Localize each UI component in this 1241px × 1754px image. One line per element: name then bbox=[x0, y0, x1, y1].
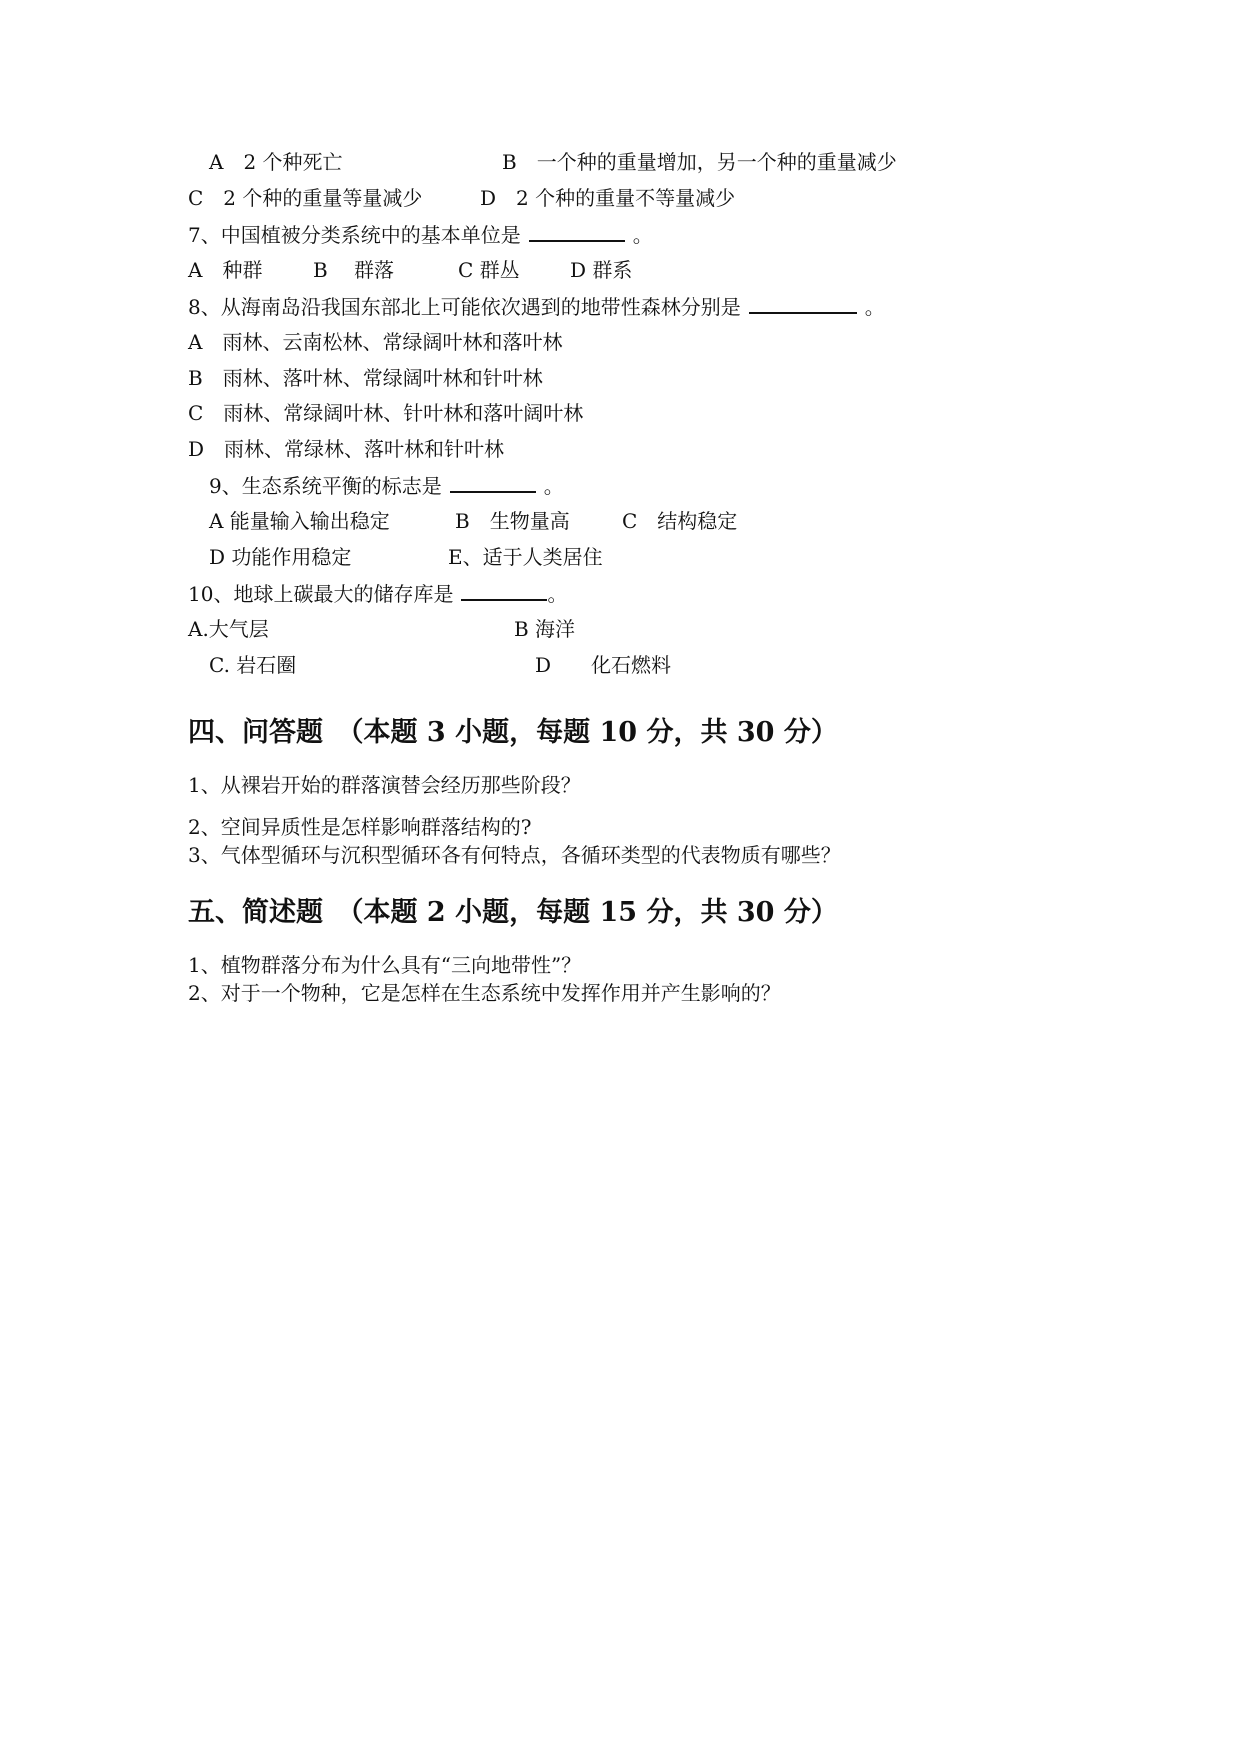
section-5-question-1: 1、植物群落分布为什么具有“三向地带性”？ bbox=[188, 953, 582, 977]
section-4-question-1: 1、从裸岩开始的群落演替会经历那些阶段？ bbox=[188, 773, 581, 797]
q9-end: 。 bbox=[543, 474, 564, 498]
q7-stem: 7、中国植被分类系统中的基本单位是 bbox=[188, 223, 521, 247]
section-4-question-3: 3、气体型循环与沉积型循环各有何特点，各循环类型的代表物质有哪些？ bbox=[188, 843, 841, 867]
q9-option-a: A 能量输入输出稳定 bbox=[209, 509, 390, 533]
q7-option-a: A 种群 bbox=[188, 258, 263, 282]
q10-end: 。 bbox=[547, 582, 568, 606]
q6-option-d: D 2 个种的重量不等量减少 bbox=[480, 186, 736, 210]
q6-option-c: C 2 个种的重量等量减少 bbox=[188, 186, 423, 210]
section-4-heading: 四、问答题 （本题 3 小题，每题 10 分，共 30 分） bbox=[188, 717, 838, 748]
q7-question bbox=[188, 222, 653, 247]
q8-option-c: C 雨林、常绿阔叶林、针叶林和落叶阔叶林 bbox=[188, 401, 584, 425]
q7-option-d: D 群系 bbox=[570, 258, 633, 282]
q9-question bbox=[209, 473, 564, 498]
q8-question bbox=[188, 294, 885, 319]
section-5-question-2: 2、对于一个物种，它是怎样在生态系统中发挥作用并产生影响的？ bbox=[188, 981, 781, 1005]
q10-option-d: D 化石燃料 bbox=[535, 653, 672, 677]
answer-blank bbox=[461, 581, 547, 601]
q8-option-b: B 雨林、落叶林、常绿阔叶林和针叶林 bbox=[188, 366, 543, 390]
q9-stem: 9、生态系统平衡的标志是 bbox=[209, 474, 442, 498]
section-5-heading: 五、简述题 （本题 2 小题，每题 15 分，共 30 分） bbox=[188, 897, 838, 928]
q10-stem: 10、地球上碳最大的储存库是 bbox=[188, 582, 454, 606]
q7-option-c: C 群丛 bbox=[458, 258, 520, 282]
q8-option-d: D 雨林、常绿林、落叶林和针叶林 bbox=[188, 437, 505, 461]
q8-stem: 8、从海南岛沿我国东部北上可能依次遇到的地带性森林分别是 bbox=[188, 295, 741, 319]
q7-option-b: B 群落 bbox=[313, 258, 395, 282]
q10-option-b: B 海洋 bbox=[514, 617, 576, 641]
q8-option-a: A 雨林、云南松林、常绿阔叶林和落叶林 bbox=[188, 330, 563, 354]
q9-option-d: D 功能作用稳定 bbox=[209, 545, 352, 569]
q8-end: 。 bbox=[864, 295, 885, 319]
q10-option-a: A.大气层 bbox=[188, 617, 269, 641]
q9-option-e: E、适于人类居住 bbox=[448, 545, 603, 569]
q9-option-c: C 结构稳定 bbox=[622, 509, 738, 533]
answer-blank bbox=[749, 294, 857, 314]
q10-question bbox=[188, 581, 567, 606]
q6-option-b: B 一个种的重量增加，另一个种的重量减少 bbox=[502, 150, 897, 174]
answer-blank bbox=[529, 222, 625, 242]
section-4-question-2: 2、空间异质性是怎样影响群落结构的? bbox=[188, 815, 532, 839]
q10-option-c: C. 岩石圈 bbox=[209, 653, 297, 677]
q6-option-a: A 2 个种死亡 bbox=[209, 150, 343, 174]
q9-option-b: B 生物量高 bbox=[455, 509, 570, 533]
answer-blank bbox=[450, 473, 536, 493]
q7-end: 。 bbox=[632, 223, 653, 247]
